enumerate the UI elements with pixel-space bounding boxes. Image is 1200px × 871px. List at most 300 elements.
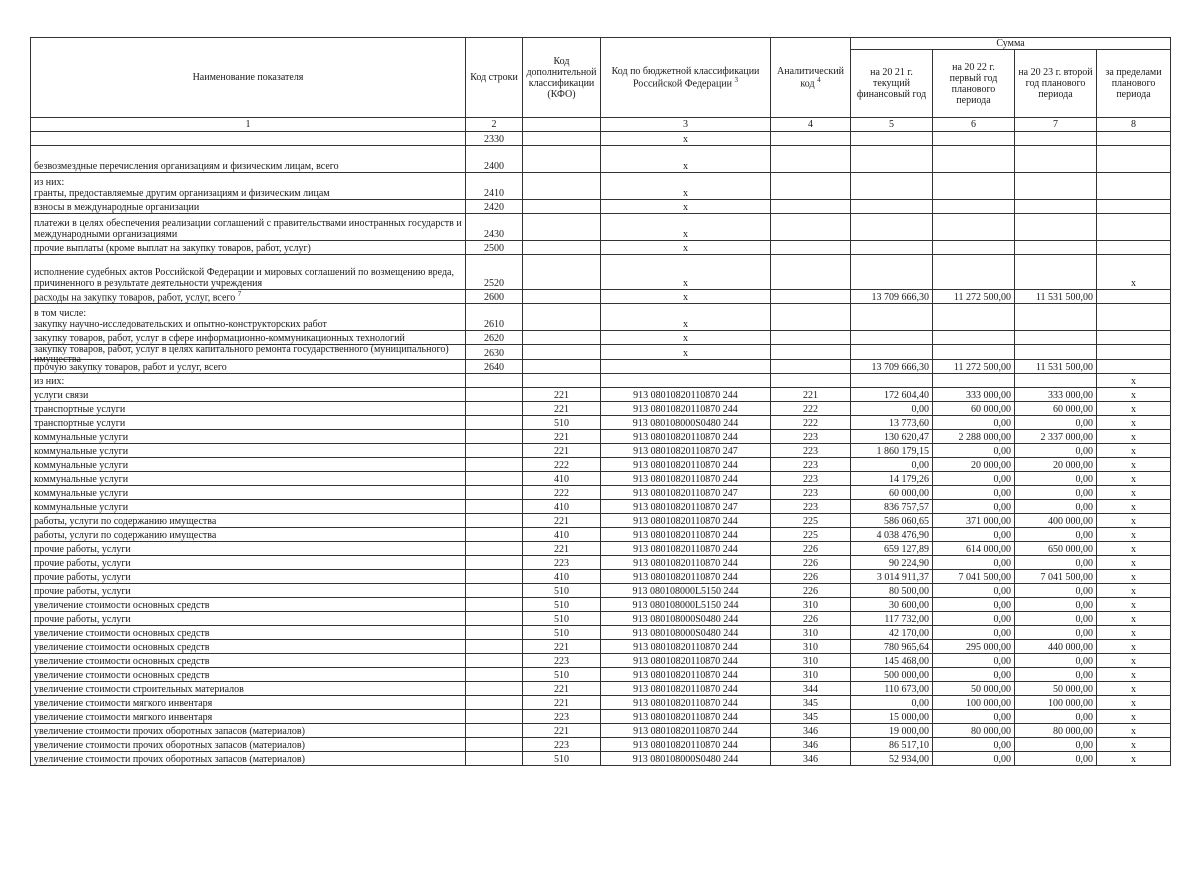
row-amount-2021: 14 179,26 (851, 472, 933, 486)
header-year-2022: на 20 22 г. первый год планового периода (933, 50, 1015, 118)
row-amount-2022 (933, 345, 1015, 360)
row-name-text: работы, услуги по содержанию имущества (34, 516, 217, 527)
row-amount-2022 (933, 255, 1015, 290)
table-row (31, 514, 1171, 528)
row-kfo: 223 (523, 556, 601, 570)
row-amount-2023: 0,00 (1015, 472, 1097, 486)
row-name-text: исполнение судебных актов Российской Федерации и мировых соглашений по возмещению вреда, причиненного в результате деятельности учреждения (34, 267, 454, 289)
row-amount-2021: 836 757,57 (851, 500, 933, 514)
table-row (31, 486, 1171, 500)
row-amount-2021 (851, 200, 933, 214)
row-beyond: х (1097, 682, 1171, 696)
row-line-code: 2600 (466, 290, 523, 304)
row-budget-code: х (601, 132, 771, 146)
row-analytic-code: 346 (771, 724, 851, 738)
row-name (31, 374, 466, 388)
row-line-code (466, 444, 523, 458)
row-amount-2021 (851, 241, 933, 255)
row-budget-code: 913 08010820110870 244 (601, 738, 771, 752)
row-line-code (466, 752, 523, 766)
row-name (31, 556, 466, 570)
column-number: 5 (851, 118, 933, 132)
row-kfo (523, 132, 601, 146)
row-budget-code: 913 08010820110870 244 (601, 724, 771, 738)
row-amount-2022: 371 000,00 (933, 514, 1015, 528)
row-beyond: х (1097, 598, 1171, 612)
row-name (31, 402, 466, 416)
row-kfo: 221 (523, 514, 601, 528)
row-amount-2022: 614 000,00 (933, 542, 1015, 556)
row-amount-2021: 13 773,60 (851, 416, 933, 430)
row-budget-code: 913 080108000L5150 244 (601, 598, 771, 612)
table-row (31, 173, 1171, 200)
row-name (31, 458, 466, 472)
row-name (31, 200, 466, 214)
row-beyond: х (1097, 374, 1171, 388)
row-name (31, 738, 466, 752)
row-kfo: 410 (523, 500, 601, 514)
row-beyond: х (1097, 584, 1171, 598)
row-line-code (466, 584, 523, 598)
table-row (31, 331, 1171, 345)
row-name (31, 514, 466, 528)
row-name-text: платежи в целях обеспечения реализации соглашений с правительствами иностранных государств и международными организациями (34, 218, 462, 240)
row-amount-2022: 0,00 (933, 416, 1015, 430)
row-kfo (523, 214, 601, 241)
row-amount-2022: 0,00 (933, 612, 1015, 626)
row-name (31, 528, 466, 542)
row-kfo: 221 (523, 402, 601, 416)
row-amount-2023: 0,00 (1015, 612, 1097, 626)
row-kfo: 221 (523, 724, 601, 738)
row-name-text: увеличение стоимости мягкого инвентаря (34, 712, 213, 723)
row-line-code (466, 738, 523, 752)
row-budget-code: х (601, 214, 771, 241)
row-amount-2021 (851, 304, 933, 331)
row-amount-2023 (1015, 374, 1097, 388)
row-analytic-code (771, 146, 851, 173)
row-analytic-code (771, 360, 851, 374)
row-kfo: 410 (523, 570, 601, 584)
row-amount-2023: 0,00 (1015, 626, 1097, 640)
row-line-code (466, 696, 523, 710)
row-amount-2022 (933, 173, 1015, 200)
row-name-text: из них: (34, 376, 65, 387)
row-beyond (1097, 241, 1171, 255)
row-kfo: 221 (523, 388, 601, 402)
row-name-text: коммунальные услуги (34, 474, 129, 485)
row-amount-2021: 4 038 476,90 (851, 528, 933, 542)
row-beyond: х (1097, 640, 1171, 654)
row-analytic-code: 226 (771, 542, 851, 556)
row-amount-2021: 3 014 911,37 (851, 570, 933, 584)
row-amount-2022: 333 000,00 (933, 388, 1015, 402)
row-name-text: увеличение стоимости прочих оборотных запасов (материалов) (34, 726, 305, 737)
row-analytic-code: 222 (771, 402, 851, 416)
header-year-2021: на 20 21 г. текущий финансовый год (851, 50, 933, 118)
row-analytic-code: 223 (771, 500, 851, 514)
row-budget-code: 913 080108000L5150 244 (601, 584, 771, 598)
row-analytic-code: 346 (771, 738, 851, 752)
row-kfo (523, 200, 601, 214)
row-amount-2022: 0,00 (933, 710, 1015, 724)
row-amount-2023: 100 000,00 (1015, 696, 1097, 710)
row-name-text: в том числе: закупку научно-исследовательских и опытно-конструкторских работ (34, 308, 327, 330)
row-budget-code: 913 08010820110870 244 (601, 668, 771, 682)
row-beyond: х (1097, 486, 1171, 500)
row-name (31, 612, 466, 626)
row-name-text: транспортные услуги (34, 418, 126, 429)
column-number: 6 (933, 118, 1015, 132)
row-beyond: х (1097, 696, 1171, 710)
row-name-note: 7 (237, 289, 242, 298)
row-beyond: х (1097, 444, 1171, 458)
row-amount-2022: 2 288 000,00 (933, 430, 1015, 444)
header-year-2023: на 20 23 г. второй год планового периода (1015, 50, 1097, 118)
row-amount-2022: 0,00 (933, 444, 1015, 458)
row-kfo (523, 241, 601, 255)
row-analytic-code: 223 (771, 458, 851, 472)
row-kfo: 510 (523, 626, 601, 640)
table-row (31, 542, 1171, 556)
row-budget-code: х (601, 304, 771, 331)
row-amount-2021 (851, 173, 933, 200)
row-line-code (466, 458, 523, 472)
row-amount-2023: 0,00 (1015, 668, 1097, 682)
row-name-text: увеличение стоимости основных средств (34, 656, 210, 667)
row-analytic-code (771, 132, 851, 146)
header-line-code: Код строки (466, 38, 523, 118)
row-beyond: х (1097, 500, 1171, 514)
row-kfo: 221 (523, 696, 601, 710)
row-name-text: коммунальные услуги (34, 446, 129, 457)
row-line-code: 2420 (466, 200, 523, 214)
row-amount-2022: 0,00 (933, 626, 1015, 640)
row-amount-2022: 295 000,00 (933, 640, 1015, 654)
row-kfo (523, 290, 601, 304)
row-name-text: увеличение стоимости основных средств (34, 628, 210, 639)
row-amount-2023 (1015, 173, 1097, 200)
row-amount-2022: 0,00 (933, 500, 1015, 514)
row-line-code: 2430 (466, 214, 523, 241)
row-line-code (466, 388, 523, 402)
row-beyond: х (1097, 514, 1171, 528)
row-budget-code: 913 080108000S0480 244 (601, 752, 771, 766)
row-amount-2022 (933, 374, 1015, 388)
row-amount-2021: 52 934,00 (851, 752, 933, 766)
row-beyond (1097, 290, 1171, 304)
row-line-code (466, 598, 523, 612)
row-name (31, 710, 466, 724)
row-name (31, 724, 466, 738)
row-amount-2023: 0,00 (1015, 500, 1097, 514)
row-analytic-code: 226 (771, 556, 851, 570)
row-analytic-code (771, 214, 851, 241)
row-line-code (466, 556, 523, 570)
row-beyond: х (1097, 255, 1171, 290)
row-analytic-code (771, 345, 851, 360)
row-name-text: увеличение стоимости прочих оборотных запасов (материалов) (34, 754, 305, 765)
row-name (31, 472, 466, 486)
row-budget-code (601, 360, 771, 374)
row-amount-2021: 13 709 666,30 (851, 290, 933, 304)
row-analytic-code: 226 (771, 570, 851, 584)
row-name (31, 654, 466, 668)
row-amount-2022 (933, 331, 1015, 345)
row-analytic-code: 225 (771, 514, 851, 528)
table-row (31, 654, 1171, 668)
row-beyond: х (1097, 402, 1171, 416)
row-amount-2021: 0,00 (851, 458, 933, 472)
row-amount-2023: 60 000,00 (1015, 402, 1097, 416)
row-amount-2023: 440 000,00 (1015, 640, 1097, 654)
row-amount-2022: 0,00 (933, 472, 1015, 486)
table-row (31, 528, 1171, 542)
row-amount-2021: 19 000,00 (851, 724, 933, 738)
header-name: Наименование показателя (31, 38, 466, 118)
row-amount-2021: 145 468,00 (851, 654, 933, 668)
table-row (31, 402, 1171, 416)
row-line-code: 2620 (466, 331, 523, 345)
row-amount-2022: 80 000,00 (933, 724, 1015, 738)
table-row (31, 146, 1171, 173)
row-amount-2023 (1015, 241, 1097, 255)
row-kfo: 510 (523, 668, 601, 682)
row-amount-2023: 11 531 500,00 (1015, 360, 1097, 374)
row-line-code: 2500 (466, 241, 523, 255)
row-name-text: увеличение стоимости основных средств (34, 600, 210, 611)
row-amount-2023: 50 000,00 (1015, 682, 1097, 696)
row-amount-2021: 130 620,47 (851, 430, 933, 444)
row-budget-code: 913 08010820110870 244 (601, 542, 771, 556)
table-row (31, 430, 1171, 444)
row-analytic-code: 310 (771, 668, 851, 682)
row-name-text: безвозмездные перечисления организациям и физическим лицам, всего (34, 161, 339, 172)
row-name (31, 290, 466, 304)
row-budget-code: х (601, 146, 771, 173)
table-row (31, 584, 1171, 598)
table-row (31, 724, 1171, 738)
row-line-code: 2330 (466, 132, 523, 146)
row-name (31, 668, 466, 682)
row-line-code (466, 514, 523, 528)
row-amount-2023 (1015, 146, 1097, 173)
row-budget-code: х (601, 255, 771, 290)
row-beyond: х (1097, 752, 1171, 766)
row-budget-code: 913 08010820110870 244 (601, 710, 771, 724)
row-beyond: х (1097, 416, 1171, 430)
row-amount-2023 (1015, 304, 1097, 331)
row-name (31, 682, 466, 696)
table-row (31, 696, 1171, 710)
row-kfo: 510 (523, 752, 601, 766)
table-row (31, 472, 1171, 486)
row-name-text: увеличение стоимости прочих оборотных запасов (материалов) (34, 740, 305, 751)
row-amount-2022: 0,00 (933, 668, 1015, 682)
row-name (31, 752, 466, 766)
row-kfo (523, 345, 601, 360)
row-amount-2023 (1015, 200, 1097, 214)
row-name (31, 304, 466, 331)
row-name-text: прочие работы, услуги (34, 586, 131, 597)
row-beyond: х (1097, 556, 1171, 570)
header-kfo: Код дополнительной классификации (КФО) (523, 38, 601, 118)
row-beyond: х (1097, 724, 1171, 738)
table-row (31, 738, 1171, 752)
header-budget-code (601, 38, 771, 118)
row-amount-2023: 333 000,00 (1015, 388, 1097, 402)
row-name-text: прочие выплаты (кроме выплат на закупку товаров, работ, услуг) (34, 243, 311, 254)
row-amount-2022: 0,00 (933, 654, 1015, 668)
row-amount-2022 (933, 200, 1015, 214)
row-name-text: прочие работы, услуги (34, 558, 131, 569)
row-kfo: 221 (523, 640, 601, 654)
row-name-text: прочие работы, услуги (34, 544, 131, 555)
row-name-text: взносы в международные организации (34, 202, 200, 213)
row-line-code (466, 500, 523, 514)
table-row (31, 388, 1171, 402)
row-amount-2021: 60 000,00 (851, 486, 933, 500)
row-analytic-code (771, 331, 851, 345)
row-beyond: х (1097, 528, 1171, 542)
row-amount-2021: 586 060,65 (851, 514, 933, 528)
row-name (31, 241, 466, 255)
row-amount-2023: 2 337 000,00 (1015, 430, 1097, 444)
row-amount-2021 (851, 255, 933, 290)
table-row (31, 682, 1171, 696)
row-analytic-code: 225 (771, 528, 851, 542)
row-amount-2021 (851, 214, 933, 241)
row-name-text: услуги связи (34, 390, 89, 401)
column-number: 3 (601, 118, 771, 132)
table-row (31, 290, 1171, 304)
row-line-code: 2400 (466, 146, 523, 173)
row-name (31, 486, 466, 500)
row-amount-2023 (1015, 345, 1097, 360)
column-number: 2 (466, 118, 523, 132)
budget-table-sheet (30, 37, 1170, 766)
row-amount-2021: 659 127,89 (851, 542, 933, 556)
row-amount-2021: 86 517,10 (851, 738, 933, 752)
row-name (31, 255, 466, 290)
row-amount-2023 (1015, 132, 1097, 146)
row-budget-code: х (601, 200, 771, 214)
row-budget-code: 913 08010820110870 244 (601, 388, 771, 402)
row-line-code (466, 626, 523, 640)
row-name (31, 331, 466, 345)
row-analytic-code: 223 (771, 486, 851, 500)
row-analytic-code: 346 (771, 752, 851, 766)
row-kfo: 222 (523, 458, 601, 472)
row-amount-2021 (851, 374, 933, 388)
row-beyond: х (1097, 458, 1171, 472)
row-amount-2021: 1 860 179,15 (851, 444, 933, 458)
row-name-text: из них: гранты, предоставляемые другим организациям и физическим лицам (34, 177, 330, 199)
row-analytic-code: 223 (771, 472, 851, 486)
row-line-code: 2520 (466, 255, 523, 290)
row-name (31, 626, 466, 640)
row-amount-2022: 11 272 500,00 (933, 290, 1015, 304)
table-row (31, 214, 1171, 241)
row-kfo (523, 146, 601, 173)
row-amount-2022: 0,00 (933, 556, 1015, 570)
row-budget-code: 913 080108000S0480 244 (601, 626, 771, 640)
row-beyond (1097, 304, 1171, 331)
row-kfo (523, 331, 601, 345)
table-row (31, 360, 1171, 374)
row-amount-2023: 0,00 (1015, 486, 1097, 500)
row-budget-code: х (601, 173, 771, 200)
row-amount-2023 (1015, 214, 1097, 241)
row-analytic-code: 222 (771, 416, 851, 430)
row-budget-code: 913 08010820110870 247 (601, 444, 771, 458)
row-name (31, 444, 466, 458)
row-kfo: 510 (523, 612, 601, 626)
row-beyond (1097, 360, 1171, 374)
row-name-text: увеличение стоимости основных средств (34, 670, 210, 681)
row-analytic-code (771, 255, 851, 290)
row-amount-2022 (933, 241, 1015, 255)
row-name-text: закупку товаров, работ, услуг в целях капитального ремонта государственного (муниципального) имущества (34, 344, 449, 365)
row-amount-2021: 90 224,90 (851, 556, 933, 570)
row-beyond: х (1097, 570, 1171, 584)
row-analytic-code (771, 173, 851, 200)
row-amount-2023 (1015, 255, 1097, 290)
row-line-code (466, 528, 523, 542)
row-name-text: коммунальные услуги (34, 488, 129, 499)
row-name (31, 598, 466, 612)
header-analytic-note: 4 (817, 75, 821, 84)
row-amount-2022: 0,00 (933, 584, 1015, 598)
row-kfo: 223 (523, 738, 601, 752)
row-beyond: х (1097, 612, 1171, 626)
row-budget-code: 913 08010820110870 244 (601, 458, 771, 472)
header-budget-code-note: 3 (734, 75, 738, 84)
row-name (31, 570, 466, 584)
row-line-code: 2640 (466, 360, 523, 374)
row-amount-2021: 117 732,00 (851, 612, 933, 626)
row-kfo: 221 (523, 444, 601, 458)
row-amount-2021 (851, 132, 933, 146)
row-name (31, 584, 466, 598)
row-name-text: коммунальные услуги (34, 460, 129, 471)
row-amount-2022: 60 000,00 (933, 402, 1015, 416)
table-row (31, 132, 1171, 146)
row-beyond: х (1097, 738, 1171, 752)
row-amount-2023: 400 000,00 (1015, 514, 1097, 528)
row-amount-2023: 0,00 (1015, 584, 1097, 598)
row-amount-2023: 0,00 (1015, 738, 1097, 752)
row-budget-code: 913 08010820110870 244 (601, 640, 771, 654)
row-budget-code: 913 08010820110870 247 (601, 500, 771, 514)
row-line-code (466, 612, 523, 626)
row-kfo: 510 (523, 584, 601, 598)
table-row (31, 612, 1171, 626)
row-kfo: 221 (523, 430, 601, 444)
table-row (31, 345, 1171, 360)
row-amount-2023: 0,00 (1015, 654, 1097, 668)
row-analytic-code: 221 (771, 388, 851, 402)
row-amount-2021: 30 600,00 (851, 598, 933, 612)
table-row (31, 374, 1171, 388)
row-analytic-code: 310 (771, 654, 851, 668)
row-beyond (1097, 214, 1171, 241)
row-budget-code: х (601, 290, 771, 304)
row-amount-2021: 172 604,40 (851, 388, 933, 402)
header-budget-code-text: Код по бюджетной классификации Российской Федерации (611, 65, 760, 90)
row-beyond (1097, 331, 1171, 345)
table-row (31, 200, 1171, 214)
